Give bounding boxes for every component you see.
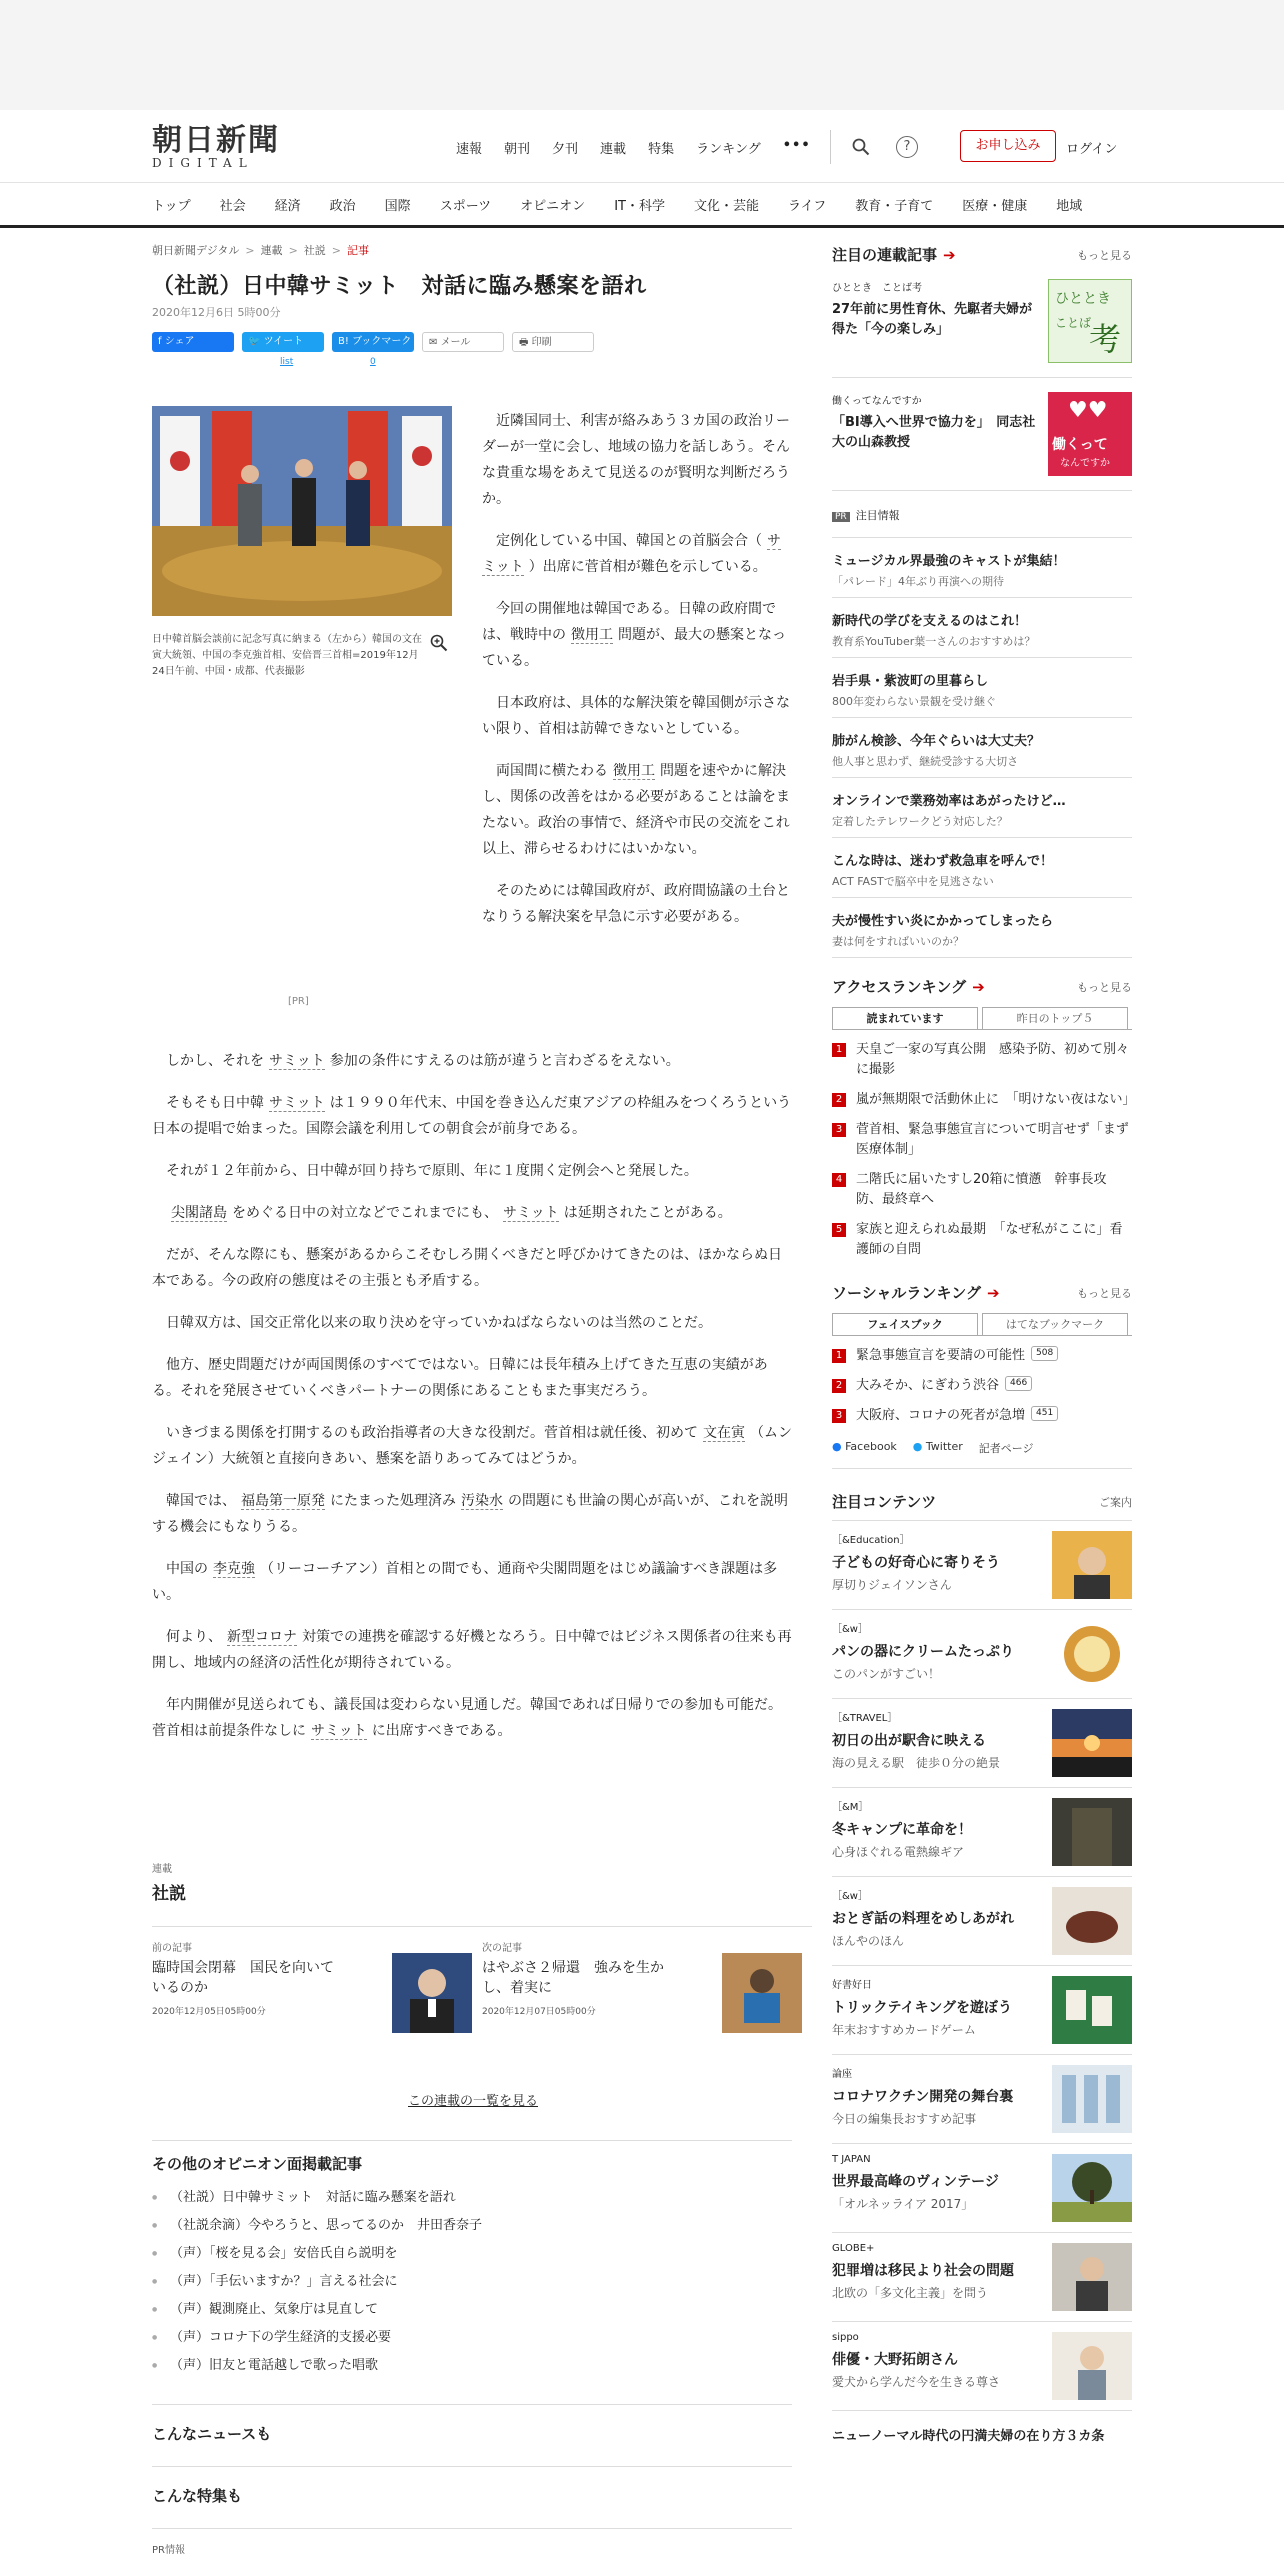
paragraph: そのためには韓国政府が、政府間協議の土台となりうる解決案を早急に示す必要がある。 [482,883,790,925]
article-title: （社説）日中韓サミット 対話に臨み懸案を語れ [152,274,647,299]
photo-caption: 日中韓首脳会談前に記念写真に納まる（左から）韓国の文在寅大統領、中国の李克強首相、安倍晋三首相=2019年12月24日午前、中国・成都、代表撮影 [152,634,422,677]
arrow-right-icon: ➔ [943,246,956,264]
logo-en: DIGITAL [152,156,254,170]
series-name[interactable]: 社説 [152,1884,186,1904]
content-thumbnail [1052,1531,1132,1599]
list-item[interactable]: ● （社説）日中韓サミット 対話に臨み懸案を語れ [152,2184,792,2212]
next-thumbnail[interactable] [722,1953,802,2033]
series-title[interactable]: 27年前に男性育休、先駆者夫婦が得た「今の楽しみ」 [832,302,1033,337]
series-navigation [152,1926,812,2039]
next-title[interactable]: はやぶさ２帰還 強みを生かし、着実に [482,1960,664,1996]
print-button[interactable]: 🖶 印刷 [512,332,594,352]
twitter-link[interactable]: ● Twitter [912,1440,963,1453]
hitotoki-badge[interactable]: ひととき ことば 考 [1048,279,1132,363]
secnav-region[interactable]: 地域 [1056,198,1083,214]
content-item[interactable]: ［&M］ 冬キャンプに革命を！ 心身ほぐれる電熱線ギア [832,1788,1132,1877]
list-item[interactable]: ● （声）「手伝いますか？」言える社会に [152,2268,792,2296]
ranking-item[interactable]: 3 大阪府、コロナの死者が急増 451 [832,1406,1132,1426]
secnav-economy[interactable]: 経済 [274,198,301,214]
pr-item[interactable]: 肺がん検診、今年ぐらいは大丈夫？ 他人事と思わず、継続受診する大切さ [832,718,1132,778]
tab-most-read[interactable]: 読まれています [832,1007,978,1029]
social-links [832,1440,1132,1469]
social-ranking-title[interactable]: ソーシャルランキング [832,1284,981,1302]
arrow-right-icon: ➔ [986,1284,1000,1302]
list-item[interactable]: ● （声）「桜を見る会」安倍氏自ら説明を [152,2240,792,2268]
paragraph: 何より、 新型コロナ 対策での連携を確認する好機となろう。日中韓ではビジネス関係者の往来も再開し、地域内の経済の活性化が期待されている。 [152,1629,792,1671]
paragraph: 中国の 李克強 （リーコーチアン）首相との間でも、通商や尖閣問題をはじめ議論すべき課題は多い。 [152,1561,778,1603]
list-item[interactable]: ● （声）旧友と電話越しで歌った唱歌 [152,2352,792,2380]
keyword-link-summit[interactable]: サミット [269,1095,325,1111]
contents-header [832,1491,1132,1521]
paragraph: それが１２年前から、日中韓が回り持ちで原則、年に１度開く定例会へと発展した。 [166,1163,698,1179]
paragraph: しかし、それを サミット 参加の条件にすえるのは筋が違うと言わざるをえない。 [166,1053,680,1069]
pr-item[interactable]: 岩手県・紫波町の里暮らし 800年変わらない景観を受け継ぐ [832,658,1132,718]
prev-title[interactable]: 臨時国会閉幕 国民を向いているのか [152,1960,334,1996]
nav-ranking[interactable]: ランキング [696,142,761,157]
content-thumbnail [1052,1976,1132,2044]
mail-button[interactable]: ✉ メール [422,332,504,352]
pr-item[interactable]: こんな時は、迷わず救急車を呼んで！ ACT FASTで脳卒中を見逃さない [832,838,1132,898]
pr-info-header [832,507,1132,538]
keyword-link-li[interactable]: 李克強 [213,1561,255,1577]
series-kicker: 働くってなんですか [832,396,922,407]
ranking-item[interactable]: 5 家族と迎えられぬ最期 「なぜ私がここに」看護師の自問 [832,1220,1132,1260]
prev-date: 2020年12月05日05時00分 [152,2007,266,2017]
content-thumbnail [1052,1709,1132,1777]
ranking-item[interactable]: 3 菅首相、緊急事態宣言について明言せず「まず医療体制」 [832,1120,1132,1160]
pr-item[interactable]: 新時代の学びを支えるのはこれ！ 教育系YouTuber葉一さんのおすすめは？ [832,598,1132,658]
help-icon[interactable]: ? [896,136,918,158]
next-label: 次の記事 [482,1943,522,1954]
social-tabs [832,1313,1132,1336]
content-thumbnail [1052,2065,1132,2133]
pr-item[interactable]: ミュージカル界最強のキャストが集結！ 「パレード」4年ぶり再演への期待 [832,538,1132,598]
access-tabs [832,1007,1132,1030]
keyword-link-summit[interactable]: サミット [311,1723,367,1739]
secnav-health[interactable]: 医療・健康 [962,198,1028,214]
top-nav [456,138,811,157]
more-link[interactable]: もっと見る [1077,980,1132,994]
share-bar [152,332,792,367]
prev-article[interactable] [152,1939,482,2039]
article-body-top [482,408,792,946]
facebook-link[interactable]: ● Facebook [832,1440,897,1453]
pr-item[interactable]: 夫が慢性すい炎にかかってしまったら 妻は何をすればいいのか？ [832,898,1132,958]
more-link[interactable]: もっと見る [1077,248,1132,262]
secnav-international[interactable]: 国際 [384,198,411,214]
module-features: こんな特集も [152,2466,792,2528]
paragraph: 近隣国同士、利害が絡みあう３カ国の政治リーダーが一堂に会し、地域の協力を話しあう。そんな貴重な場をあえて見送るのが賢明な判断だろうか。 [482,413,790,507]
keyword-link-senkaku[interactable]: 尖閣諸島 [171,1205,227,1221]
keyword-link-summit[interactable]: サミット [503,1205,559,1221]
breadcrumb: 朝日新聞デジタル > 連載 > 社説 > 記事 [152,244,369,257]
pr-badge: PR [832,512,850,522]
content-item[interactable]: ［&TRAVEL］ 初日の出が駅舎に映える 海の見える駅 徒歩０分の絶景 [832,1699,1132,1788]
more-link[interactable]: もっと見る [1077,1286,1132,1300]
reporter-page-link[interactable]: 記者ページ [978,1442,1034,1455]
content-item[interactable]: ［&Education］ 子どもの好奇心に寄りそう 厚切りジェイソンさん [832,1521,1132,1610]
paragraph: 年内開催が見送られても、議長国は変わらない見通しだ。韓国であれば日帰りでの参加も可能だ。菅首相は前提条件なしに サミット に出席すべきである。 [152,1697,782,1739]
site-logo[interactable] [152,124,280,170]
content-thumbnail [1052,1887,1132,1955]
paragraph: 両国間に横たわる 徴用工 問題を速やかに解決し、関係の改善をはかる必要があることは論をまたない。政治の事情で、経済や市民の交流をこれ以上、滞らせるわけにはいかない。 [482,763,790,857]
featured-series-header [832,244,1132,265]
pr-info-label: PR情報 [152,2528,792,2556]
apply-button[interactable]: お申し込み [960,130,1056,162]
featured-series-item[interactable] [832,265,1132,378]
content-item[interactable]: ［&w］ パンの器にクリームたっぷり このパンがすごい！ [832,1610,1132,1699]
twitter-icon: ● [912,1440,923,1453]
content-item-title[interactable]: ニューノーマル時代の円満夫婦の在り方３カ条 [832,2429,1105,2444]
logo-ja: 朝日新聞 [152,123,280,158]
secnav-society[interactable]: 社会 [219,198,246,214]
article-body [152,1048,792,1760]
crumb-series[interactable]: 連載 [260,244,283,257]
secnav-it-science[interactable]: IT・科学 [614,198,665,214]
more-menu-button[interactable]: ••• [782,138,811,153]
secnav-opinion[interactable]: オピニオン [520,198,586,214]
zoom-icon[interactable] [430,634,448,652]
ranking-item[interactable]: 1 緊急事態宣言を要請の可能性 508 [832,1346,1132,1366]
contents-guide-link[interactable]: ご案内 [1099,1495,1132,1509]
keyword-link-fukushima[interactable]: 福島第一原発 [241,1493,325,1509]
other-articles-title: その他のオピニオン面掲載記事 [152,2155,363,2173]
keyword-link-summit[interactable]: サミット [269,1053,325,1069]
series-kicker: ひととき ことば考 [832,283,922,294]
pr-info-title: 注目情報 [855,509,900,522]
content-thumbnail [1052,2154,1132,2222]
facebook-share-button[interactable]: f シェア [152,332,234,352]
secnav-politics[interactable]: 政治 [329,198,356,214]
social-ranking-header [832,1282,1132,1303]
pr-item[interactable]: オンラインで業務効率はあがったけど… 定着したテレワークどう対応した？ [832,778,1132,838]
content-item[interactable]: 論座 コロナワクチン開発の舞台裏 今日の編集長おすすめ記事 [832,2055,1132,2144]
ranking-item[interactable]: 2 大みそか、にぎわう渋谷 466 [832,1376,1132,1396]
content-thumbnail [1052,1620,1132,1688]
prev-label: 前の記事 [152,1943,192,1954]
content-thumbnail [1052,2332,1132,2400]
crumb-editorial[interactable]: 社説 [303,244,326,257]
tab-hatena[interactable]: はてなブックマーク [982,1313,1128,1335]
tab-facebook[interactable]: フェイスブック [832,1313,978,1335]
access-ranking-title[interactable]: アクセスランキング [832,978,967,996]
section-nav [0,182,1284,228]
keyword-link-moon[interactable]: 文在寅 [703,1425,745,1441]
list-item[interactable]: ● （声）コロナ下の学生経済的支援必要 [152,2324,792,2352]
login-link[interactable]: ログイン [1066,142,1118,157]
series-box [152,1860,812,2556]
secnav-education[interactable]: 教育・子育て [855,198,934,214]
paragraph: 今回の開催地は韓国である。日韓の政府間では、戦時中の 徴用工 問題が、最大の懸案となっている。 [482,601,786,669]
search-icon[interactable] [852,138,870,156]
featured-series-title[interactable]: 注目の連載記事 [832,246,938,264]
module-news: こんなニュースも [152,2404,792,2466]
list-item[interactable]: ● （社説余滴）今やろうと、思ってるのか 井田香奈子 [152,2212,792,2240]
paragraph: 定例化している中国、韓国との首脳会合（ サミット ）出席に菅首相が難色を示している。 [482,533,781,575]
crumb-home[interactable]: 朝日新聞デジタル [152,244,240,257]
tab-yesterday-top5[interactable]: 昨日のトップ５ [982,1007,1128,1029]
crumb-current: 記事 [347,244,369,257]
content-item[interactable]: ［&w］ おとぎ話の料理をめしあがれ ほんやのほん [832,1877,1132,1966]
article-column [152,232,792,2556]
pr-label: [PR] [288,996,309,1007]
ranking-item[interactable]: 2 嵐が無期限で活動休止に 「明けない夜はない」 [832,1090,1132,1110]
ranking-item[interactable]: 1 天皇ご一家の写真公開 感染予防、初めて別々に撮影 [832,1040,1132,1080]
series-tag: 連載 [152,1864,172,1875]
content-item[interactable]: GLOBE+ 犯罪増は移民より社会の問題 北欧の「多文化主義」を問う [832,2233,1132,2322]
paragraph: そもそも日中韓 サミット は１９９０年代末、中国を巻き込んだ東アジアの枠組みをつくろうという日本の提唱で始まった。国際会議を利用しての朝食会が前身である。 [152,1095,792,1137]
series-title[interactable]: 「BI導入へ世界で協力を」 同志社大の山森教授 [832,415,1036,450]
secnav-culture[interactable]: 文化・芸能 [693,198,759,214]
other-opinion-articles [152,2140,792,2556]
next-date: 2020年12月07日05時00分 [482,2007,596,2017]
hataraku-badge[interactable]: ♥♥ 働くって なんですか [1048,392,1132,476]
contents-title: 注目コンテンツ [832,1493,937,1511]
paragraph: いきづまる関係を打開するのも政治指導者の大きな役割だ。菅首相は就任後、初めて 文在寅 （ムンジェイン）大統領と直接向きあい、懸案を語りあってみてはどうか。 [152,1425,792,1467]
secnav-life[interactable]: ライフ [787,198,827,214]
site-header [0,110,1284,182]
keyword-link-corona[interactable]: 新型コロナ [227,1629,297,1645]
paragraph: 日本政府は、具体的な解決策を韓国側が示さない限り、首相は訪韓できないとしている。 [482,695,790,737]
paragraph: 尖閣諸島 をめぐる日中の対立などでこれまでにも、 サミット は延期されたことがある。 [171,1205,732,1221]
tweet-list-link[interactable]: list [280,357,294,367]
next-article[interactable] [482,1939,812,2039]
hatena-bookmark-button[interactable]: B! ブックマーク 0 [332,332,414,352]
keyword-link-summit[interactable]: サミット [482,533,781,575]
nav-rensai[interactable]: 連載 [600,142,627,157]
content-thumbnail [1052,2243,1132,2311]
featured-series-item[interactable] [832,378,1132,491]
paragraph: 韓国では、 福島第一原発 にたまった処理済み 汚染水 の問題にも世論の関心が高いが、これを説明する機会にもなりうる。 [152,1493,788,1535]
content-item[interactable]: T JAPAN 世界最高峰のヴィンテージ 「オルネッライア 2017」 [832,2144,1132,2233]
content-thumbnail [1052,1798,1132,1866]
list-item[interactable]: ● （声）観測廃止、気象庁は見直して [152,2296,792,2324]
nav-yuukan[interactable]: 夕刊 [552,142,579,157]
nav-choukan[interactable]: 朝刊 [504,142,531,157]
keyword-link-choyoko[interactable]: 徴用工 [613,763,655,779]
bookmark-count: 0 [370,357,376,367]
facebook-icon: ● [832,1440,842,1453]
top-ad-area [0,0,1284,110]
article-date: 2020年12月6日 5時00分 [152,306,281,319]
ranking-item[interactable]: 4 二階氏に届いたすし20箱に憤懣 幹事長攻防、最終章へ [832,1170,1132,1210]
sidebar [832,232,1136,2444]
tweet-button[interactable]: 🐦 ツイート list [242,332,324,352]
paragraph: 他方、歴史問題だけが両国関係のすべてではない。日韓には長年積み上げてきた互恵の実績がある。それを発展させていくべきパートナーの関係にあることもまた事実だろう。 [152,1357,768,1399]
keyword-link-choyoko[interactable]: 徴用工 [571,627,613,643]
paragraph: 日韓双方は、国交正常化以来の取り決めを守っていかねばならないのは当然のことだ。 [166,1315,712,1331]
access-ranking-header [832,976,1132,997]
prev-thumbnail[interactable] [392,1953,472,2033]
arrow-right-icon: ➔ [972,978,985,996]
content-item[interactable]: sippo 俳優・大野拓朗さん 愛犬から学んだ今を生きる尊さ [832,2322,1132,2411]
secnav-top[interactable]: トップ [152,198,191,214]
article-photo[interactable] [152,406,452,616]
nav-sokuho[interactable]: 速報 [456,142,483,157]
nav-tokushu[interactable]: 特集 [648,142,675,157]
paragraph: だが、そんな際にも、懸案があるからこそむしろ開くべきだと呼びかけてきたのは、ほかならぬ日本である。今の政府の態度はその主張とも矛盾する。 [152,1247,782,1289]
header-divider [830,130,831,164]
secnav-sports[interactable]: スポーツ [439,198,492,214]
series-list-link[interactable]: この連載の一覧を見る [408,2094,539,2109]
keyword-link-osensui[interactable]: 汚染水 [461,1493,503,1509]
content-item[interactable]: 好書好日 トリックテイキングを遊ぼう 年末おすすめカードゲーム [832,1966,1132,2055]
